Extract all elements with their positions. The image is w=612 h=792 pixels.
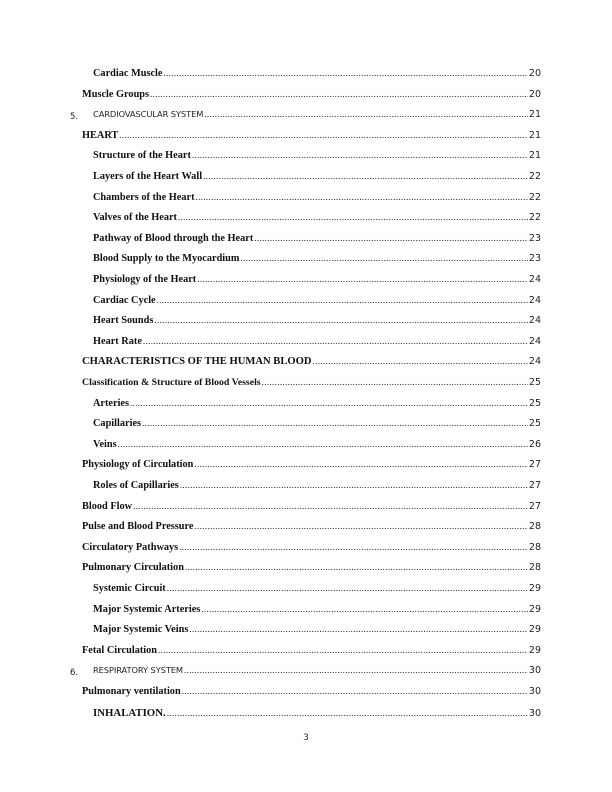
toc-entry[interactable]	[82, 130, 541, 146]
dot-leader	[197, 274, 528, 284]
toc-entry-label: Capillaries	[93, 418, 142, 430]
toc-entry-page: 22	[528, 191, 541, 203]
dot-leader	[201, 604, 528, 614]
toc-entry-page: 30	[528, 686, 541, 697]
toc-entry-page: 29	[528, 624, 541, 636]
toc-entry[interactable]	[82, 501, 541, 517]
dot-leader	[154, 315, 528, 325]
toc-entry[interactable]	[82, 562, 541, 578]
dot-leader	[143, 336, 528, 346]
toc-entry[interactable]	[93, 192, 541, 208]
dot-leader	[178, 212, 528, 222]
toc-entry[interactable]	[93, 212, 541, 228]
toc-entry-label: Chambers of the Heart	[93, 191, 195, 203]
toc-entry-chapter[interactable]	[93, 665, 541, 681]
dot-leader	[185, 562, 528, 572]
toc-entry-page: 24	[528, 315, 541, 327]
dot-leader	[203, 171, 528, 181]
dot-leader	[254, 233, 528, 243]
toc-entry[interactable]	[93, 604, 541, 620]
dot-leader	[158, 645, 528, 655]
toc-entry-label: Muscle Groups	[82, 88, 150, 100]
dot-leader	[142, 418, 528, 428]
toc-entry-label: Cardiac Muscle	[93, 68, 163, 79]
toc-entry-label: HEART	[82, 129, 119, 141]
toc-entry-label: CARDIOVASCULAR SYSTEM	[93, 109, 204, 120]
toc-entry-page: 24	[528, 294, 541, 306]
toc-entry[interactable]	[82, 377, 541, 393]
toc-entry-page: 24	[528, 335, 541, 347]
dot-leader	[262, 377, 528, 387]
toc-entry-page: 28	[528, 521, 541, 533]
toc-entry[interactable]	[93, 233, 541, 249]
toc-entry-label: Pulmonary ventilation	[82, 686, 181, 697]
toc-entry-label: Heart Sounds	[93, 315, 154, 327]
toc-entry-label: Pulse and Blood Pressure	[82, 521, 194, 533]
toc-entry-label: Circulatory Pathways	[82, 541, 179, 553]
toc-entry[interactable]	[82, 542, 541, 558]
toc-entry-label: Roles of Capillaries	[93, 480, 179, 491]
toc-entry[interactable]	[93, 480, 541, 496]
dot-leader	[196, 192, 528, 202]
dot-leader	[194, 521, 527, 531]
toc-entry-label: Layers of the Heart Wall	[93, 171, 203, 182]
toc-entry-page: 20	[528, 88, 541, 100]
toc-entry[interactable]	[93, 707, 541, 723]
toc-entry[interactable]	[93, 624, 541, 640]
dot-leader	[204, 109, 528, 119]
toc-entry-page: 24	[528, 356, 541, 368]
dot-leader	[164, 68, 528, 78]
toc-entry[interactable]	[82, 89, 541, 105]
toc-entry[interactable]	[82, 645, 541, 661]
dot-leader	[194, 459, 528, 469]
toc-entry-page: 22	[528, 171, 541, 182]
dot-leader	[184, 665, 528, 675]
toc-entry-label: CHARACTERISTICS OF THE HUMAN BLOOD	[82, 356, 312, 368]
toc-entry-page: 21	[528, 150, 541, 162]
dot-leader	[179, 542, 528, 552]
toc-entry[interactable]	[93, 583, 541, 599]
dot-leader	[313, 356, 528, 366]
dot-leader	[180, 480, 528, 490]
dot-leader	[133, 501, 528, 511]
toc-entry[interactable]	[93, 439, 541, 455]
toc-entry-page: 28	[528, 541, 541, 553]
dot-leader	[167, 708, 528, 718]
toc-entry-label: Physiology of the Heart	[93, 274, 197, 285]
toc-entry-label: Arteries	[93, 397, 130, 409]
toc-entry-page: 28	[528, 562, 541, 574]
toc-entry[interactable]	[93, 171, 541, 187]
toc-entry-page: 21	[528, 129, 541, 141]
toc-entry[interactable]	[82, 459, 541, 475]
toc-entry-label: Pathway of Blood through the Heart	[93, 232, 254, 244]
toc-entry-page: 25	[528, 397, 541, 409]
toc-entry-label: Pulmonary Circulation	[82, 562, 184, 574]
toc-entry-label: Veins	[93, 438, 117, 450]
toc-entry[interactable]	[93, 418, 541, 434]
toc-entry-label: Fetal Circulation	[82, 644, 158, 656]
toc-entry-page: 27	[528, 480, 541, 491]
toc-entry-label: INHALATION.	[93, 706, 166, 719]
toc-entry-label: Structure of the Heart	[93, 150, 191, 162]
toc-entry[interactable]	[93, 398, 541, 414]
toc-entry[interactable]	[93, 68, 541, 84]
toc-entry-page: 24	[528, 274, 541, 285]
toc-entry-page: 30	[528, 707, 541, 719]
dot-leader	[130, 398, 528, 408]
dot-leader	[189, 624, 528, 634]
toc-entry[interactable]	[93, 315, 541, 331]
toc-entry-page: 20	[528, 68, 541, 79]
toc-entry-page: 29	[528, 583, 541, 594]
section-number: 6.	[70, 667, 79, 678]
dot-leader	[167, 583, 528, 593]
toc-entry-page: 29	[528, 644, 541, 656]
dot-leader	[182, 686, 528, 696]
page-number: 3	[303, 733, 309, 743]
toc-entry-label: Major Systemic Arteries	[93, 603, 201, 615]
toc-entry-label: Valves of the Heart	[93, 212, 177, 224]
toc-entry-label: Blood Supply to the Myocardium	[93, 253, 240, 265]
toc-entry[interactable]	[93, 295, 541, 311]
section-number: 5.	[70, 111, 79, 122]
toc-entry-page: 29	[528, 603, 541, 615]
toc-entry-page: 25	[528, 377, 541, 388]
toc-entry[interactable]	[93, 150, 541, 166]
toc-entry[interactable]	[93, 253, 541, 269]
dot-leader	[150, 89, 528, 99]
toc-entry-label: Major Systemic Veins	[93, 624, 189, 636]
dot-leader	[119, 130, 528, 140]
toc-entry-page: 21	[528, 109, 541, 121]
toc-entry[interactable]	[82, 686, 541, 702]
toc-entry-label: Physiology of Circulation	[82, 459, 194, 471]
toc-entry-page: 26	[528, 438, 541, 450]
toc-entry-page: 27	[528, 459, 541, 471]
toc-entry-label: Classification & Structure of Blood Vessels	[82, 377, 261, 388]
toc-entry-label: Heart Rate	[93, 335, 142, 347]
dot-leader	[240, 253, 527, 263]
toc-entry[interactable]	[93, 336, 541, 352]
dot-leader	[118, 439, 528, 449]
toc-entry-chapter[interactable]	[93, 109, 541, 125]
toc-entry[interactable]	[93, 274, 541, 290]
toc-entry[interactable]	[82, 356, 541, 372]
toc-entry[interactable]	[82, 521, 541, 537]
toc-entry-label: Systemic Circuit	[93, 583, 166, 594]
toc-entry-label: Blood Flow	[82, 500, 133, 512]
dot-leader	[192, 150, 528, 160]
dot-leader	[157, 295, 528, 305]
toc-entry-page: 25	[528, 418, 541, 430]
toc-entry-label: Cardiac Cycle	[93, 294, 156, 306]
toc-entry-page: 23	[528, 232, 541, 244]
toc-entry-page: 23	[528, 253, 541, 265]
toc-entry-label: RESPIRATORY SYSTEM	[93, 665, 183, 676]
toc-entry-page: 22	[528, 212, 541, 224]
toc-entry-page: 30	[528, 665, 541, 677]
toc-entry-page: 27	[528, 500, 541, 512]
